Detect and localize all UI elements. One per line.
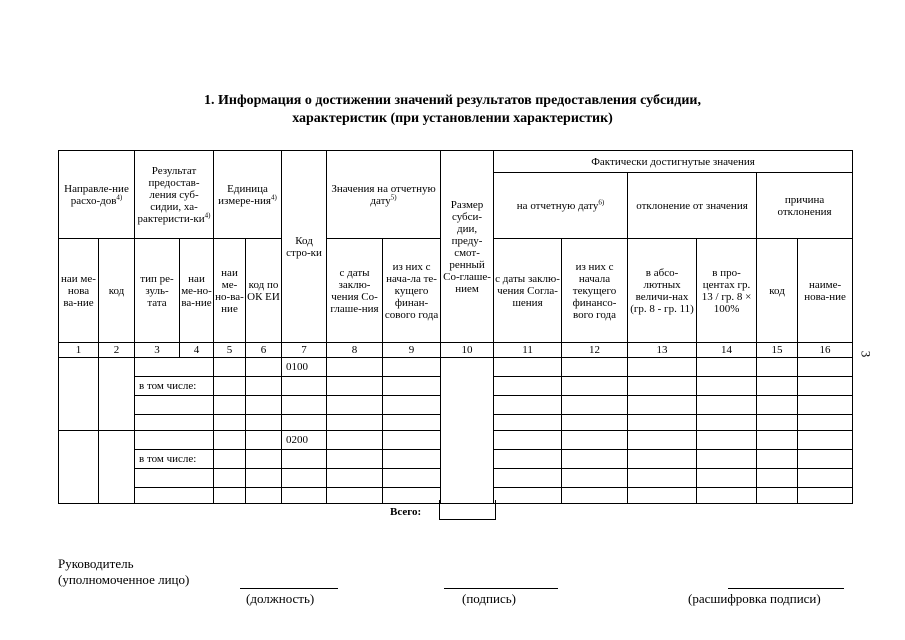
header-act-from-agreement: с даты заклю-чения Согла-шения [494, 239, 562, 343]
cell-input[interactable] [628, 450, 697, 469]
cell-input[interactable] [327, 488, 383, 504]
signature-line[interactable] [444, 588, 558, 589]
header-dev-pct: в про-центах гр. 13 / гр. 8 × 100% [697, 239, 757, 343]
position-caption: (должность) [246, 591, 315, 606]
cell-input[interactable] [327, 396, 383, 415]
col-number: 9 [383, 343, 441, 358]
header-unit-name: наи ме-но-ва-ние [214, 239, 246, 343]
page-number: 3 [858, 350, 874, 358]
header-deviation: отклонение от значения [628, 173, 757, 239]
cell-input[interactable] [383, 415, 441, 431]
cell-input[interactable] [135, 469, 214, 488]
header-act-from-year: из них с начала текущего финансо-вого года [562, 239, 628, 343]
cell-input[interactable] [494, 431, 562, 450]
cell-input[interactable] [798, 488, 853, 504]
cell-input[interactable] [246, 396, 282, 415]
cell-input[interactable] [246, 488, 282, 504]
cell-input[interactable] [562, 415, 628, 431]
cell-input[interactable] [441, 358, 494, 504]
cell-input[interactable] [494, 396, 562, 415]
col-number: 10 [441, 343, 494, 358]
cell-input[interactable] [628, 358, 697, 377]
signatory-subtitle: (уполномоченное лицо) [58, 572, 190, 587]
col-number: 3 [135, 343, 180, 358]
cell-input[interactable] [383, 358, 441, 377]
cell-input[interactable] [757, 396, 798, 415]
col-number: 13 [628, 343, 697, 358]
cell-input[interactable] [327, 358, 383, 377]
cell-input[interactable] [282, 396, 327, 415]
title-line-1: 1. Информация о достижении значений результатов предоставления субсидии, [204, 93, 701, 108]
cell-input[interactable] [562, 488, 628, 504]
header-val-from-agreement: с даты заклю-чения Со-глаше-ния [327, 239, 383, 343]
cell-input[interactable] [757, 415, 798, 431]
cell-input[interactable] [282, 488, 327, 504]
cell-input[interactable] [214, 431, 246, 450]
cell-input[interactable] [383, 431, 441, 450]
section-title [0, 92, 905, 128]
cell-input[interactable] [246, 450, 282, 469]
total-value-cell[interactable] [439, 500, 496, 520]
header-subsidy-amount: Размер субси-дии, преду-смот-ренный Со-глаше-нием [441, 151, 494, 343]
col-number: 5 [214, 343, 246, 358]
cell-input[interactable] [757, 488, 798, 504]
cell-input[interactable] [246, 358, 282, 377]
cell-input[interactable] [494, 415, 562, 431]
cell-input[interactable] [99, 431, 135, 504]
cell-input[interactable] [697, 469, 757, 488]
header-dir-name: наи ме-нова ва-ние [59, 239, 99, 343]
cell-input[interactable] [327, 469, 383, 488]
cell-input[interactable] [562, 396, 628, 415]
cell-input[interactable] [697, 450, 757, 469]
header-dev-abs: в абсо-лютных величи-нах (гр. 8 - гр. 11) [628, 239, 697, 343]
header-row-code: Код стро-ки [282, 151, 327, 343]
signatory-title: Руководитель [58, 556, 134, 571]
cell-input[interactable] [214, 415, 246, 431]
row-code-cell: 0100 [282, 358, 327, 377]
col-number: 16 [798, 343, 853, 358]
header-res-name: наи ме-но-ва-ние [180, 239, 214, 343]
cell-input[interactable] [494, 358, 562, 377]
cell-input[interactable] [562, 377, 628, 396]
cell-input[interactable] [798, 450, 853, 469]
header-unit: Единица измере-ния$^{4)}$ [214, 151, 282, 239]
cell-input[interactable] [246, 469, 282, 488]
cell-input[interactable] [798, 469, 853, 488]
cell-input[interactable] [135, 488, 214, 504]
cell-input[interactable] [757, 358, 798, 377]
cell-input[interactable] [697, 431, 757, 450]
cell-input[interactable] [214, 358, 246, 377]
col-number: 6 [246, 343, 282, 358]
cell-input[interactable] [494, 450, 562, 469]
including-label: в том числе: [135, 377, 214, 396]
header-val-from-year: из них с нача-ла те-кущего финан-сового года [383, 239, 441, 343]
cell-input[interactable] [135, 396, 214, 415]
header-direction: Направле-ние расхо-дов$^{4)}$ [59, 151, 135, 239]
cell-input[interactable] [494, 488, 562, 504]
col-number: 1 [59, 343, 99, 358]
cell-input[interactable] [628, 488, 697, 504]
header-res-type: тип ре-зуль-тата [135, 239, 180, 343]
cell-input[interactable] [327, 415, 383, 431]
col-number: 15 [757, 343, 798, 358]
cell-input[interactable] [697, 377, 757, 396]
header-reason-name: наиме-нова-ние [798, 239, 853, 343]
cell-input[interactable] [697, 415, 757, 431]
col-number: 11 [494, 343, 562, 358]
results-table [58, 150, 853, 504]
signature-caption: (подпись) [462, 591, 516, 606]
title-line-2: характеристик (при установлении характеристик) [292, 111, 613, 126]
column-numbers-row [59, 343, 853, 358]
cell-input[interactable] [757, 377, 798, 396]
cell-input[interactable] [628, 377, 697, 396]
cell-input[interactable] [214, 396, 246, 415]
decoding-caption: (расшифровка подписи) [688, 591, 821, 606]
cell-input[interactable] [135, 358, 214, 377]
header-reason-code: код [757, 239, 798, 343]
cell-input[interactable] [135, 431, 214, 450]
header-at-report-date: на отчетную дату$^{6)}$ [494, 173, 628, 239]
cell-input[interactable] [697, 358, 757, 377]
cell-input[interactable] [628, 396, 697, 415]
cell-input[interactable] [697, 396, 757, 415]
header-result: Результат предостав-ления суб-сидии, $ха-рактеристи-ки^{4)}$ [135, 151, 214, 239]
cell-input[interactable] [562, 431, 628, 450]
cell-input[interactable] [282, 469, 327, 488]
cell-input[interactable] [757, 431, 798, 450]
col-number: 8 [327, 343, 383, 358]
cell-input[interactable] [383, 396, 441, 415]
cell-input[interactable] [757, 450, 798, 469]
cell-input[interactable] [327, 377, 383, 396]
cell-input[interactable] [562, 358, 628, 377]
cell-input[interactable] [327, 450, 383, 469]
cell-input[interactable] [798, 396, 853, 415]
cell-input[interactable] [628, 431, 697, 450]
cell-input[interactable] [494, 377, 562, 396]
cell-input[interactable] [383, 488, 441, 504]
cell-input[interactable] [214, 469, 246, 488]
cell-input[interactable] [628, 469, 697, 488]
cell-input[interactable] [135, 415, 214, 431]
cell-input[interactable] [562, 469, 628, 488]
cell-input[interactable] [246, 377, 282, 396]
header-unit-okei: код по ОК ЕИ [246, 239, 282, 343]
col-number: 2 [99, 343, 135, 358]
signatory-block [58, 556, 189, 588]
cell-input[interactable] [628, 415, 697, 431]
cell-input[interactable] [214, 377, 246, 396]
row-code-cell: 0200 [282, 431, 327, 450]
cell-input[interactable] [246, 431, 282, 450]
cell-input[interactable] [383, 377, 441, 396]
table-row [59, 358, 853, 377]
header-actual-values: Фактически достигнутые значения [494, 151, 853, 173]
col-number: 14 [697, 343, 757, 358]
including-label: в том числе: [135, 450, 214, 469]
cell-input[interactable] [99, 358, 135, 431]
cell-input[interactable] [798, 431, 853, 450]
cell-input[interactable] [798, 415, 853, 431]
cell-input[interactable] [757, 469, 798, 488]
cell-input[interactable] [798, 358, 853, 377]
position-line[interactable] [240, 588, 338, 589]
cell-input[interactable] [562, 450, 628, 469]
cell-input[interactable] [214, 450, 246, 469]
total-label: Всего: [390, 506, 422, 518]
col-number: 7 [282, 343, 327, 358]
cell-input[interactable] [383, 469, 441, 488]
cell-input[interactable] [59, 431, 99, 504]
decoding-line[interactable] [728, 588, 844, 589]
cell-input[interactable] [494, 469, 562, 488]
cell-input[interactable] [282, 377, 327, 396]
header-dir-code: код [99, 239, 135, 343]
cell-input[interactable] [59, 358, 99, 431]
cell-input[interactable] [246, 415, 282, 431]
col-number: 12 [562, 343, 628, 358]
cell-input[interactable] [327, 431, 383, 450]
cell-input[interactable] [798, 377, 853, 396]
cell-input[interactable] [697, 488, 757, 504]
header-reason: причина отклонения [757, 173, 853, 239]
cell-input[interactable] [282, 450, 327, 469]
header-values-at-date: Значения на отчетную дату$^{5)}$ [327, 151, 441, 239]
cell-input[interactable] [383, 450, 441, 469]
cell-input[interactable] [214, 488, 246, 504]
cell-input[interactable] [282, 415, 327, 431]
col-number: 4 [180, 343, 214, 358]
